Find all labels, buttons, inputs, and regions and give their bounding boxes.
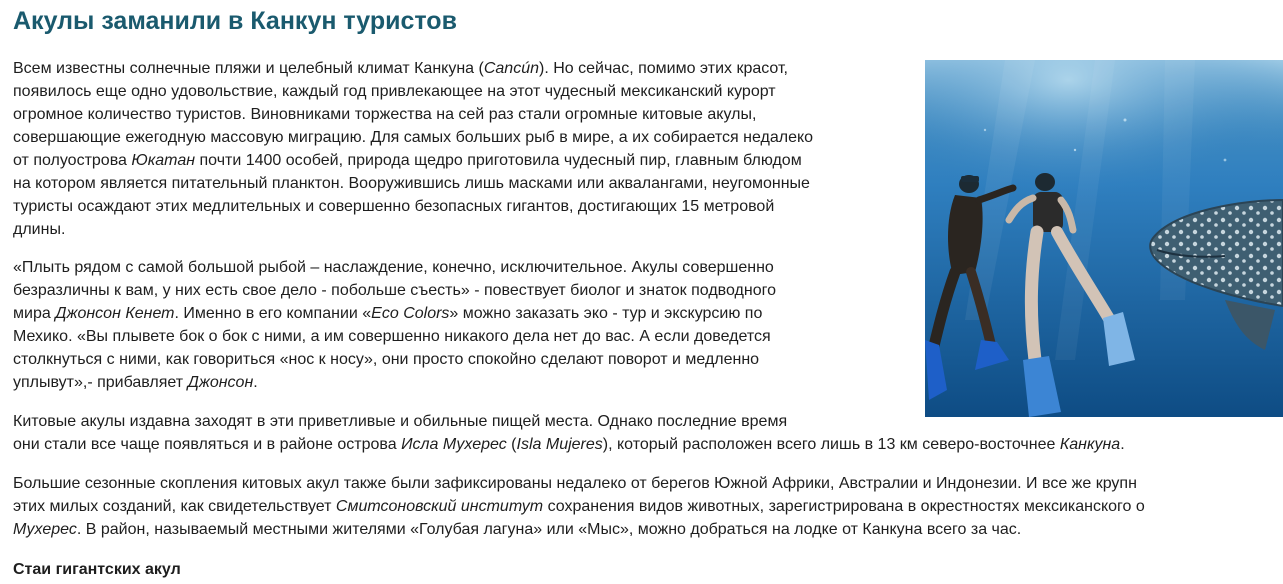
text: Всем известны солнечные пляжи и целебный климат Канкуна ( [13, 60, 484, 77]
italic-text: Eco Colors [371, 305, 450, 322]
paragraph-4 [13, 472, 1145, 541]
text-line: Большие сезонные скопления китовых акул также были зафиксированы недалеко от берегов Южной Африки, Австралии и Индонезии. И все же крупн [13, 475, 1137, 492]
text: сохранения видов животных, зарегистрирована в окрестностях мексиканского о [543, 498, 1145, 515]
text-line [13, 518, 1145, 541]
text: . [1120, 436, 1125, 453]
text-line: туристы осаждают этих медлительных и совершенно безопасных гигантов, достигающих 15 метровой [13, 198, 775, 215]
text-line [13, 57, 813, 80]
text-line [13, 371, 776, 394]
text: почти 1400 особей, природа щедро приготовила чудесный пир, главным блюдом [195, 152, 802, 169]
italic-text: Мухерес [13, 521, 77, 538]
text: этих милых созданий, как свидетельствует [13, 498, 336, 515]
italic-text: Исла Мухерес [401, 436, 507, 453]
italic-text: Isla Mujeres [516, 436, 603, 453]
text-line: «Плыть рядом с самой большой рыбой – наслаждение, конечно, исключительное. Акулы совершенно [13, 259, 774, 276]
text-line: длины. [13, 221, 66, 238]
text: уплывут»,- прибавляет [13, 374, 188, 391]
paragraph-2 [13, 256, 776, 394]
text-line [13, 302, 776, 325]
text: » можно заказать эко - тур и экскурсию по [449, 305, 763, 322]
text: ( [506, 436, 517, 453]
italic-text: Джонсон [187, 374, 254, 391]
text-line: столкнуться с ними, как говориться «нос к носу», они просто спокойно сделают поворот и медленно [13, 351, 760, 368]
underwater-photo-divers-whale-shark-icon [925, 60, 1283, 417]
italic-text: Смитсоновский институт [335, 498, 544, 515]
italic-text: Cancún [483, 60, 539, 77]
italic-text: Джонсон Кенет [55, 305, 175, 322]
text: . [253, 374, 258, 391]
text-line: на котором является питательный планктон. Вооружившись лишь масками или аквалангами, неугомонные [13, 175, 810, 192]
text: мира [13, 305, 56, 322]
italic-text: Юкатан [131, 152, 196, 169]
text-line: огромное количество туристов. Виновниками торжества на сей раз стали огромные китовые акулы, [13, 106, 757, 123]
text: . В район, называемый местными жителями «Голубая лагуна» или «Мыс», можно добраться на лодке от Канкуна всего за час. [76, 521, 1022, 538]
text: . Именно в его компании « [174, 305, 372, 322]
paragraph-1 [13, 57, 813, 241]
section-subheading: Стаи гигантских акул [13, 561, 181, 578]
text: они стали все чаще появляться и в районе острова [13, 436, 402, 453]
text-line: появилось еще одно удовольствие, каждый год привлекающее на этот чудесный мексиканский курорт [13, 83, 776, 100]
text: от полуострова [13, 152, 132, 169]
text-line: Китовые акулы издавна заходят в эти приветливые и обильные пищей места. Однако последние время [13, 413, 788, 430]
text: ). Но сейчас, помимо этих красот, [539, 60, 788, 77]
text-line: безразличны к вам, у них есть свое дело - побольше съесть» - повествует биолог и знаток подводного [13, 282, 776, 299]
underwater-photo [925, 60, 1283, 417]
text-line [13, 149, 813, 172]
text-line [13, 495, 1145, 518]
text-line: Мехико. «Вы плывете бок о бок с ними, а им совершенно никакого дела нет до вас. А если доведется [13, 328, 771, 345]
text: ), который расположен всего лишь в 13 км северо-восточнее [602, 436, 1060, 453]
text-line [13, 433, 1125, 456]
italic-text: Канкуна [1059, 436, 1121, 453]
page-title: Акулы заманили в Канкун туристов [13, 7, 457, 35]
text-line: совершающие ежегодную массовую миграцию. Для самых больших рыб в мире, а их собирается недалеко [13, 129, 814, 146]
